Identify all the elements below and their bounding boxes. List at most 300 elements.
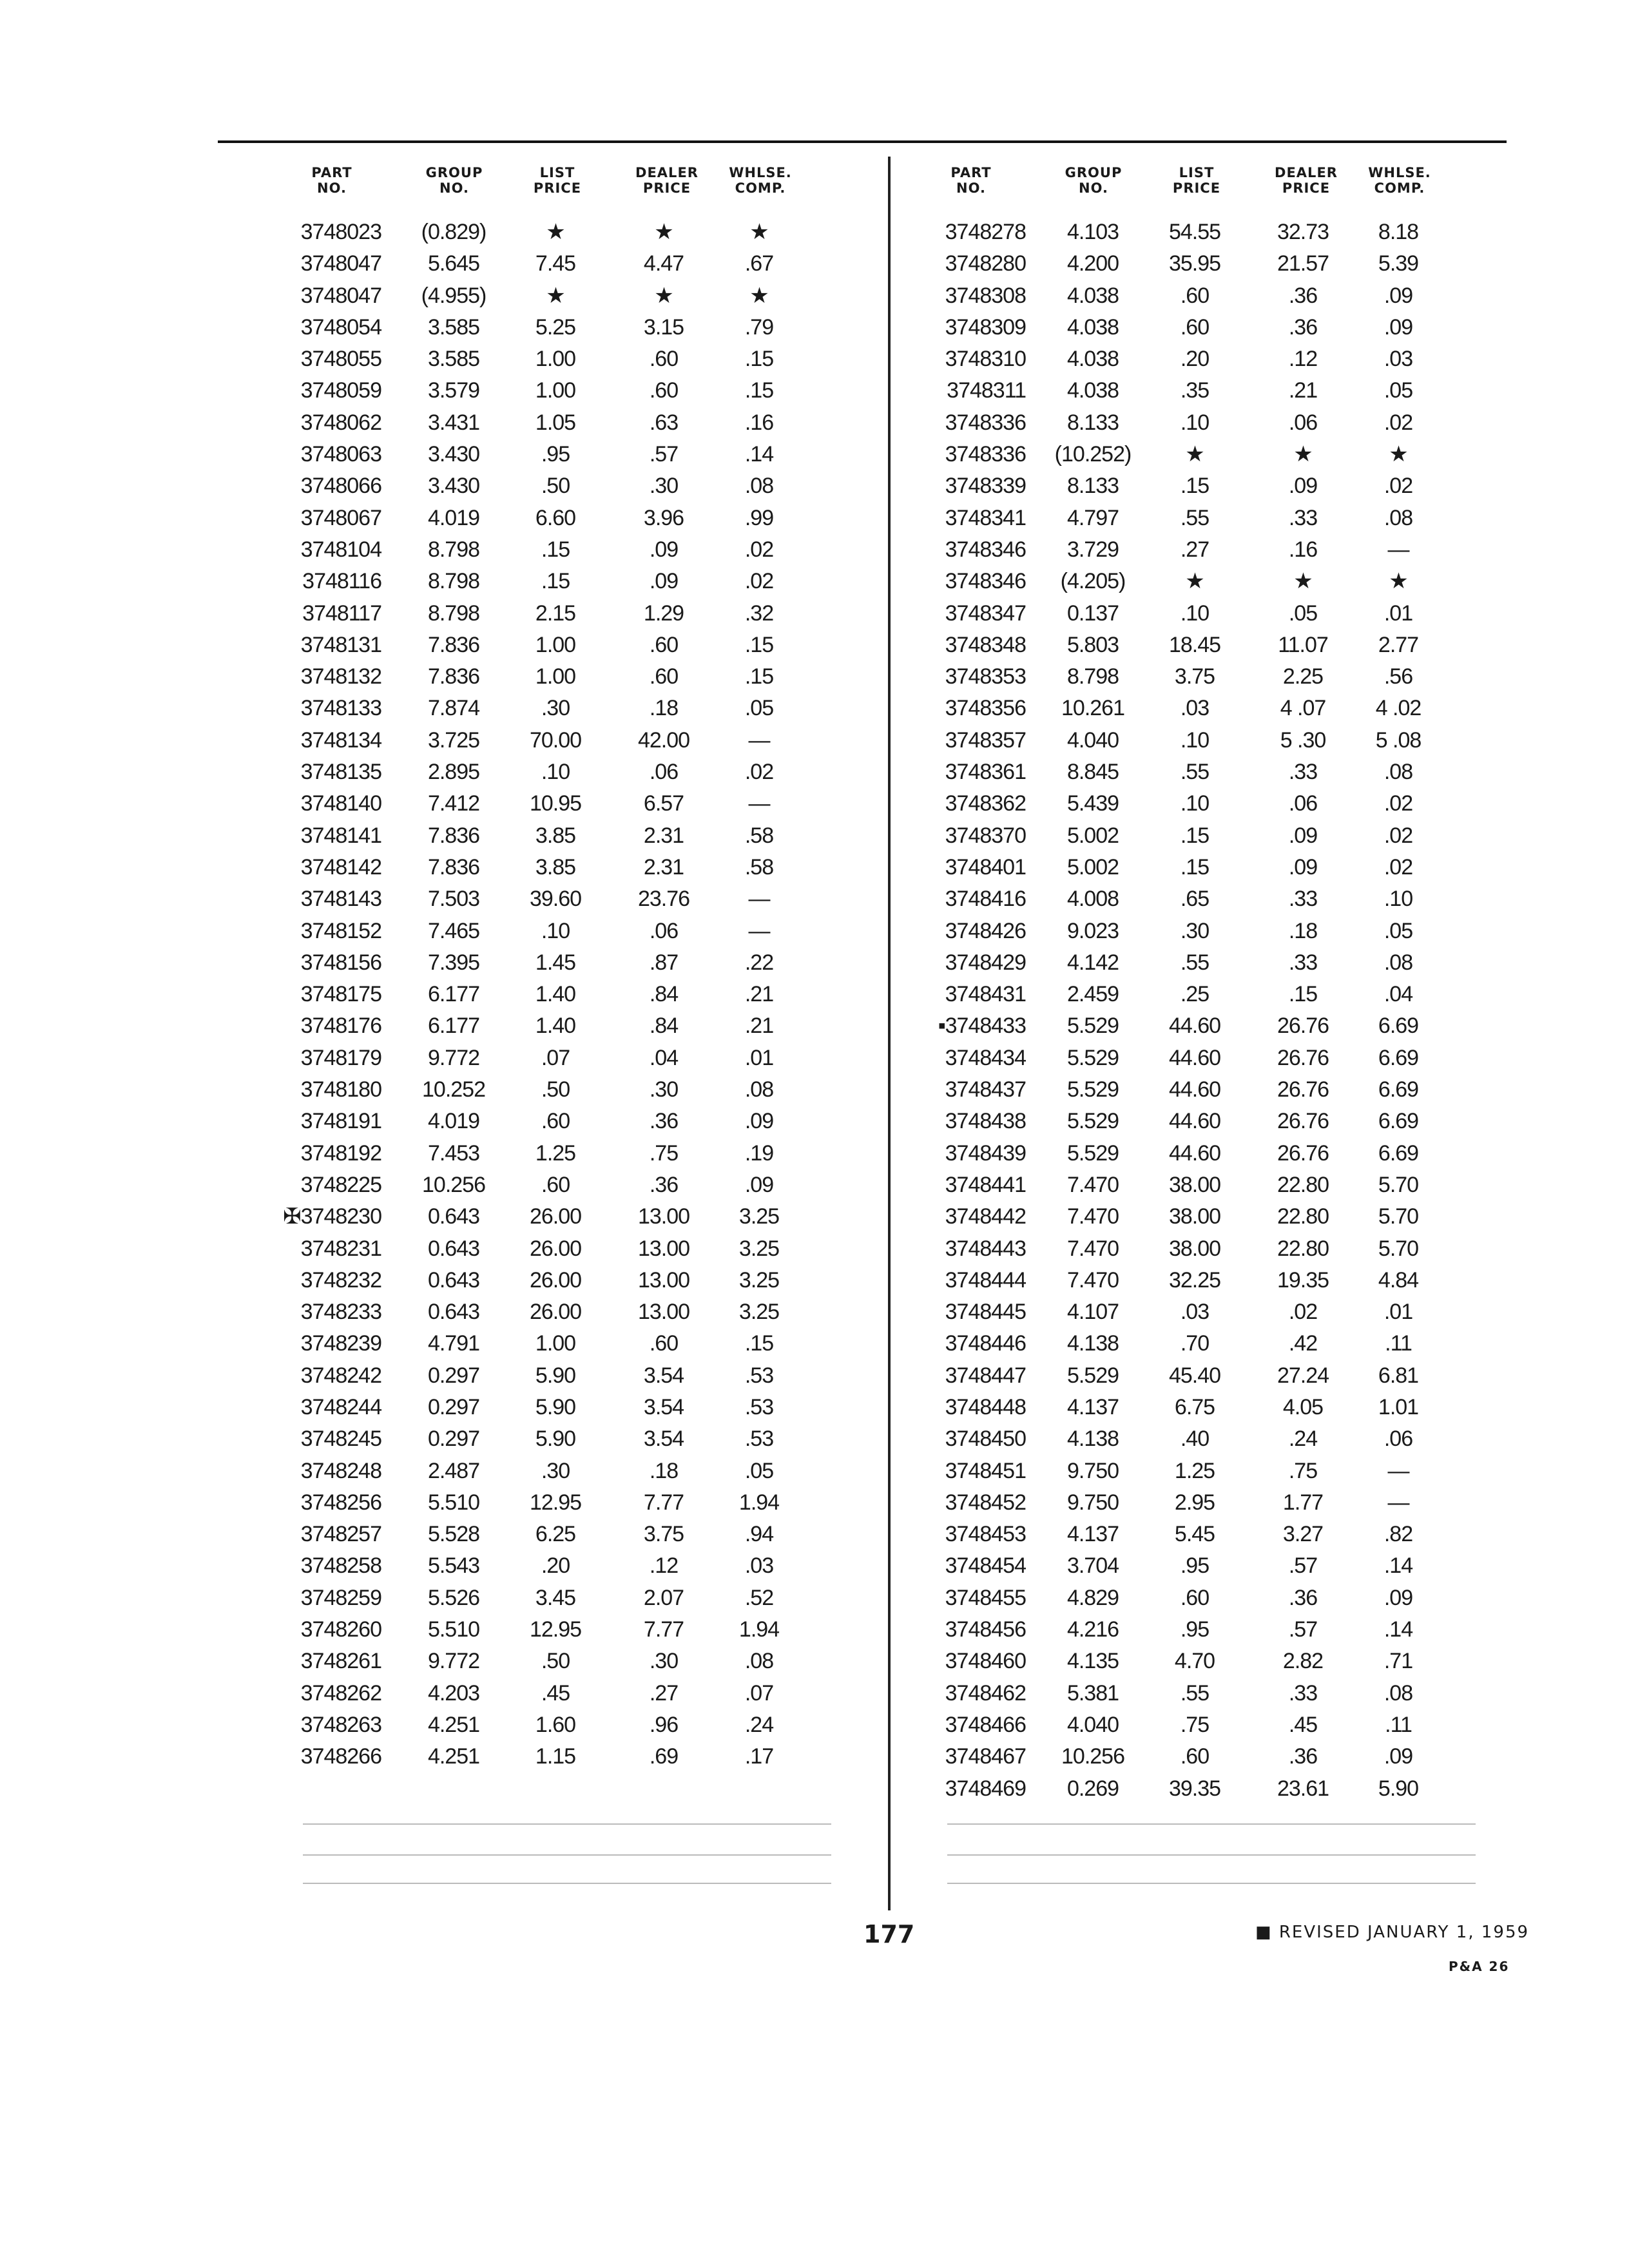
- part-no-cell: 3748451: [945, 1458, 1026, 1483]
- whlse-comp-cell: .17: [744, 1744, 774, 1769]
- whlse-comp-cell: —: [1387, 1490, 1409, 1515]
- whlse-comp-cell: .09: [1383, 1744, 1413, 1769]
- list-price-cell: 32.25: [1168, 1267, 1221, 1293]
- header-whlse-comp: WHLSE. COMP.: [1368, 165, 1431, 196]
- dealer-price-cell: .04: [649, 1045, 679, 1070]
- revised-note: ■ REVISED JANUARY 1, 1959: [1255, 1923, 1530, 1942]
- part-no-cell: 3748445: [945, 1300, 1026, 1325]
- part-no-cell: 3748266: [300, 1744, 381, 1769]
- list-price-cell: .03: [1180, 1300, 1210, 1325]
- dealer-price-cell: .12: [649, 1553, 679, 1579]
- whlse-comp-cell: 6.69: [1378, 1014, 1419, 1039]
- part-no-cell: 3748437: [945, 1077, 1026, 1102]
- part-no-cell: 3748450: [945, 1427, 1026, 1452]
- part-no-cell: 3748180: [300, 1077, 381, 1102]
- part-no-cell: 3748460: [945, 1649, 1026, 1674]
- whlse-comp-cell: .05: [744, 1458, 774, 1483]
- whlse-comp-cell: .09: [744, 1172, 774, 1197]
- group-no-cell: 10.256: [422, 1172, 485, 1197]
- group-no-cell: 3.585: [427, 314, 480, 340]
- list-price-cell: .15: [1180, 474, 1210, 499]
- page-number: 177: [863, 1920, 915, 1948]
- dealer-price-cell: 4.47: [643, 251, 684, 276]
- group-no-cell: 7.470: [1066, 1236, 1119, 1261]
- group-no-cell: 5.529: [1066, 1045, 1119, 1070]
- dealer-price-cell: 19.35: [1277, 1267, 1329, 1293]
- list-price-cell: 26.00: [529, 1236, 582, 1261]
- dealer-price-cell: .75: [1288, 1458, 1318, 1483]
- dealer-price-cell: .57: [649, 442, 679, 467]
- group-no-cell: 10.256: [1061, 1744, 1124, 1769]
- group-no-cell: 2.459: [1066, 982, 1119, 1007]
- dealer-price-cell: .84: [649, 982, 679, 1007]
- list-price-cell: .10: [1180, 727, 1210, 753]
- dealer-price-cell: 2.31: [643, 823, 684, 848]
- group-no-cell: 2.487: [427, 1458, 480, 1483]
- group-no-cell: 0.643: [427, 1204, 480, 1229]
- list-price-cell: 12.95: [529, 1617, 582, 1642]
- dealer-price-cell: .30: [649, 474, 679, 499]
- part-no-cell: 3748339: [945, 474, 1026, 499]
- list-price-cell: 38.00: [1168, 1172, 1221, 1197]
- list-price-cell: .70: [1180, 1331, 1210, 1356]
- part-no-cell: 3748311: [947, 378, 1026, 403]
- dealer-price-cell: .15: [1288, 982, 1318, 1007]
- dealer-price-cell: .60: [649, 632, 679, 657]
- group-no-cell: 3.725: [427, 727, 480, 753]
- dealer-price-cell: .69: [649, 1744, 679, 1769]
- whlse-comp-cell: .08: [744, 1077, 774, 1102]
- list-price-cell: 26.00: [529, 1300, 582, 1325]
- list-price-cell: 1.25: [535, 1140, 576, 1166]
- whlse-comp-cell: .15: [744, 664, 774, 689]
- dealer-price-cell: ★: [654, 220, 673, 244]
- part-no-cell: 3748456: [945, 1617, 1026, 1642]
- whlse-comp-cell: .53: [744, 1394, 774, 1419]
- group-no-cell: 0.643: [427, 1267, 480, 1293]
- list-price-cell: 1.25: [1174, 1458, 1215, 1483]
- part-no-cell: 3748023: [300, 220, 381, 244]
- group-no-cell: 5.002: [1066, 823, 1119, 848]
- list-price-cell: .60: [1180, 1744, 1210, 1769]
- list-price-cell: 44.60: [1168, 1077, 1221, 1102]
- part-no-cell: 3748356: [945, 696, 1026, 721]
- group-no-cell: 4.797: [1066, 505, 1119, 530]
- list-price-cell: 44.60: [1168, 1140, 1221, 1166]
- dealer-price-cell: .02: [1288, 1300, 1318, 1325]
- group-no-cell: 3.704: [1066, 1553, 1119, 1579]
- part-no-cell: 3748262: [300, 1680, 381, 1706]
- group-no-cell: 3.431: [427, 410, 480, 435]
- part-no-cell: 3748348: [945, 632, 1026, 657]
- group-no-cell: 4.142: [1066, 950, 1119, 975]
- list-price-cell: .27: [1180, 537, 1210, 562]
- dealer-price-cell: 2.25: [1282, 664, 1324, 689]
- dealer-price-cell: 2.31: [643, 854, 684, 879]
- list-price-cell: .10: [1180, 601, 1210, 626]
- dealer-price-cell: .18: [649, 1458, 679, 1483]
- column-divider: [888, 157, 891, 1910]
- group-no-cell: 4.137: [1066, 1394, 1119, 1419]
- dealer-price-cell: .75: [649, 1140, 679, 1166]
- dealer-price-cell: .09: [1288, 474, 1318, 499]
- part-no-cell: 3748261: [300, 1649, 381, 1674]
- list-price-cell: .60: [1180, 1585, 1210, 1610]
- list-price-cell: 1.05: [535, 410, 576, 435]
- dealer-price-cell: .09: [649, 537, 679, 562]
- list-price-cell: 5.90: [535, 1394, 576, 1419]
- dealer-price-cell: 3.96: [643, 505, 684, 530]
- group-no-cell: 4.038: [1066, 283, 1119, 308]
- group-no-cell: 8.133: [1066, 474, 1119, 499]
- faint-rule: [303, 1823, 831, 1825]
- list-price-cell: 44.60: [1168, 1109, 1221, 1134]
- part-no-cell: 3748336: [945, 410, 1026, 435]
- list-price-cell: .30: [541, 696, 570, 721]
- part-no-cell: 3748242: [300, 1363, 381, 1388]
- whlse-comp-cell: 5 .08: [1375, 727, 1422, 753]
- group-no-cell: 8.798: [1066, 664, 1119, 689]
- group-no-cell: 5.645: [427, 251, 480, 276]
- list-price-cell: ★: [546, 220, 565, 244]
- list-price-cell: .20: [1180, 347, 1210, 372]
- dealer-price-cell: 5 .30: [1280, 727, 1326, 753]
- list-price-cell: .10: [541, 760, 570, 785]
- whlse-comp-cell: .15: [744, 1331, 774, 1356]
- part-no-cell: 3748346: [945, 537, 1026, 562]
- group-no-cell: 4.019: [427, 505, 480, 530]
- part-no-cell: 3748452: [945, 1490, 1026, 1515]
- whlse-comp-cell: .04: [1383, 982, 1413, 1007]
- dealer-price-cell: .87: [649, 950, 679, 975]
- part-no-cell: 3748257: [300, 1522, 381, 1547]
- part-no-cell: 3748245: [300, 1427, 381, 1452]
- whlse-comp-cell: .94: [744, 1522, 774, 1547]
- whlse-comp-cell: .16: [744, 410, 774, 435]
- dealer-price-cell: 26.76: [1277, 1140, 1329, 1166]
- group-no-cell: 5.381: [1066, 1680, 1119, 1706]
- group-no-cell: 5.439: [1066, 791, 1119, 816]
- list-price-cell: 26.00: [529, 1204, 582, 1229]
- part-no-cell: 3748143: [300, 887, 381, 912]
- part-no-cell: 3748141: [300, 823, 381, 848]
- group-no-cell: 7.395: [427, 950, 480, 975]
- list-price-cell: .55: [1180, 1680, 1210, 1706]
- group-no-cell: 4.829: [1066, 1585, 1119, 1610]
- dealer-price-cell: .06: [649, 760, 679, 785]
- dealer-price-cell: .06: [1288, 791, 1318, 816]
- whlse-comp-cell: .99: [744, 505, 774, 530]
- part-no-cell: 3748446: [945, 1331, 1026, 1356]
- whlse-comp-cell: .02: [1383, 474, 1413, 499]
- part-no-cell: 3748357: [945, 727, 1026, 753]
- dealer-price-cell: 21.57: [1277, 251, 1329, 276]
- dealer-price-cell: .42: [1288, 1331, 1318, 1356]
- dealer-price-cell: 27.24: [1277, 1363, 1329, 1388]
- dealer-price-cell: .18: [649, 696, 679, 721]
- whlse-comp-cell: .56: [1383, 664, 1413, 689]
- group-no-cell: 6.177: [427, 1014, 480, 1039]
- part-no-cell: 3748054: [300, 314, 381, 340]
- list-price-cell: .10: [1180, 410, 1210, 435]
- dealer-price-cell: .36: [1288, 1744, 1318, 1769]
- list-price-cell: .45: [541, 1680, 570, 1706]
- group-no-cell: 4.216: [1066, 1617, 1119, 1642]
- group-no-cell: 3.430: [427, 474, 480, 499]
- group-no-cell: 4.137: [1066, 1522, 1119, 1547]
- list-price-cell: .75: [1180, 1712, 1210, 1737]
- part-no-cell: 3748454: [945, 1553, 1026, 1579]
- list-price-cell: .55: [1180, 950, 1210, 975]
- dealer-price-cell: .57: [1288, 1617, 1318, 1642]
- list-price-cell: .60: [541, 1109, 570, 1134]
- dealer-price-cell: .36: [649, 1109, 679, 1134]
- whlse-comp-cell: .19: [744, 1140, 774, 1166]
- list-price-cell: 3.45: [535, 1585, 576, 1610]
- part-no-cell: 3748244: [300, 1394, 381, 1419]
- dealer-price-cell: .05: [1288, 601, 1318, 626]
- group-no-cell: 4.038: [1066, 347, 1119, 372]
- part-no-cell: 3748467: [945, 1744, 1026, 1769]
- group-no-cell: (0.829): [421, 220, 487, 244]
- part-no-cell: 3748439: [945, 1140, 1026, 1166]
- group-no-cell: 5.529: [1066, 1014, 1119, 1039]
- list-price-cell: 6.60: [535, 505, 576, 530]
- group-no-cell: 4.138: [1066, 1331, 1119, 1356]
- dealer-price-cell: 3.27: [1282, 1522, 1324, 1547]
- dealer-price-cell: .18: [1288, 918, 1318, 943]
- list-price-cell: .35: [1180, 378, 1210, 403]
- whlse-comp-cell: 3.25: [738, 1236, 780, 1261]
- whlse-comp-cell: 2.77: [1378, 632, 1419, 657]
- list-price-cell: 5.45: [1174, 1522, 1215, 1547]
- list-price-cell: 35.95: [1168, 251, 1221, 276]
- part-no-cell: 3748438: [945, 1109, 1026, 1134]
- group-no-cell: (4.955): [421, 283, 487, 308]
- group-no-cell: 7.836: [427, 854, 480, 879]
- whlse-comp-cell: .03: [1383, 347, 1413, 372]
- header-part-no: PART NO.: [950, 165, 992, 196]
- list-price-cell: 1.00: [535, 632, 576, 657]
- group-no-cell: 9.023: [1066, 918, 1119, 943]
- whlse-comp-cell: .05: [1383, 918, 1413, 943]
- dealer-price-cell: 22.80: [1277, 1172, 1329, 1197]
- list-price-cell: 2.15: [535, 601, 576, 626]
- part-no-cell: 3748259: [300, 1585, 381, 1610]
- whlse-comp-cell: —: [1387, 537, 1409, 562]
- list-price-cell: 54.55: [1168, 220, 1221, 244]
- part-no-cell: 3748455: [945, 1585, 1026, 1610]
- dealer-price-cell: ★: [654, 283, 673, 308]
- part-no-cell: 3748179: [300, 1045, 381, 1070]
- part-no-cell: 3748453: [945, 1522, 1026, 1547]
- part-no-cell: 3748444: [945, 1267, 1026, 1293]
- dealer-price-cell: .33: [1288, 1680, 1318, 1706]
- dealer-price-cell: 7.77: [643, 1490, 684, 1515]
- part-no-cell: 3748401: [945, 854, 1026, 879]
- whlse-comp-cell: ★: [1389, 442, 1408, 467]
- dealer-price-cell: 26.76: [1277, 1014, 1329, 1039]
- whlse-comp-cell: .14: [1383, 1617, 1413, 1642]
- group-no-cell: 4.135: [1066, 1649, 1119, 1674]
- group-no-cell: 4.251: [427, 1744, 480, 1769]
- group-no-cell: 5.002: [1066, 854, 1119, 879]
- whlse-comp-cell: .14: [1383, 1553, 1413, 1579]
- whlse-comp-cell: .08: [744, 474, 774, 499]
- whlse-comp-cell: .01: [744, 1045, 774, 1070]
- dealer-price-cell: 4.05: [1282, 1394, 1324, 1419]
- whlse-comp-cell: 5.70: [1378, 1236, 1419, 1261]
- part-no-cell: 3748063: [300, 442, 381, 467]
- whlse-comp-cell: .11: [1385, 1331, 1412, 1356]
- whlse-comp-cell: .58: [744, 823, 774, 848]
- group-no-cell: 4.103: [1066, 220, 1119, 244]
- group-no-cell: 7.470: [1066, 1267, 1119, 1293]
- list-price-cell: .60: [541, 1172, 570, 1197]
- dealer-price-cell: .09: [1288, 823, 1318, 848]
- list-price-cell: .60: [1180, 283, 1210, 308]
- whlse-comp-cell: 4 .02: [1375, 696, 1422, 721]
- group-no-cell: 0.137: [1066, 601, 1119, 626]
- part-no-cell: ✠3748230: [283, 1204, 381, 1229]
- part-no-cell: 3748431: [945, 982, 1026, 1007]
- dealer-price-cell: .36: [1288, 314, 1318, 340]
- whlse-comp-cell: 6.69: [1378, 1140, 1419, 1166]
- whlse-comp-cell: .32: [744, 601, 774, 626]
- group-no-cell: 3.430: [427, 442, 480, 467]
- faint-rule: [947, 1883, 1476, 1884]
- dealer-price-cell: .06: [649, 918, 679, 943]
- list-price-cell: 1.45: [535, 950, 576, 975]
- part-no-cell: 3748429: [945, 950, 1026, 975]
- part-no-cell: 3748104: [300, 537, 381, 562]
- part-no-cell: 3748347: [945, 601, 1026, 626]
- list-price-cell: .10: [541, 918, 570, 943]
- dealer-price-cell: 3.54: [643, 1363, 684, 1388]
- part-no-cell: 3748308: [945, 283, 1026, 308]
- group-no-cell: 0.297: [427, 1427, 480, 1452]
- dealer-price-cell: .09: [649, 569, 679, 594]
- whlse-comp-cell: .07: [744, 1680, 774, 1706]
- whlse-comp-cell: .71: [1383, 1649, 1413, 1674]
- whlse-comp-cell: .22: [744, 950, 774, 975]
- faint-rule: [947, 1823, 1476, 1825]
- group-no-cell: 5.803: [1066, 632, 1119, 657]
- part-no-cell: 3748280: [945, 251, 1026, 276]
- list-price-cell: 5.90: [535, 1427, 576, 1452]
- list-price-cell: 45.40: [1168, 1363, 1221, 1388]
- dealer-price-cell: .33: [1288, 505, 1318, 530]
- part-no-cell: 3748310: [945, 347, 1026, 372]
- dealer-price-cell: 23.76: [637, 887, 690, 912]
- list-price-cell: 12.95: [529, 1490, 582, 1515]
- whlse-comp-cell: .79: [744, 314, 774, 340]
- whlse-comp-cell: .01: [1383, 1300, 1413, 1325]
- header-group-no: GROUP NO.: [1065, 165, 1123, 196]
- dealer-price-cell: 3.75: [643, 1522, 684, 1547]
- group-no-cell: 7.836: [427, 664, 480, 689]
- list-price-cell: 1.15: [535, 1744, 576, 1769]
- whlse-comp-cell: .08: [744, 1649, 774, 1674]
- whlse-comp-cell: .82: [1383, 1522, 1413, 1547]
- page-code: P&A 26: [1449, 1959, 1510, 1974]
- whlse-comp-cell: .15: [744, 347, 774, 372]
- whlse-comp-cell: .02: [1383, 791, 1413, 816]
- group-no-cell: 4.138: [1066, 1427, 1119, 1452]
- whlse-comp-cell: —: [748, 791, 770, 816]
- group-no-cell: 7.503: [427, 887, 480, 912]
- whlse-comp-cell: 5.39: [1378, 251, 1419, 276]
- group-no-cell: 7.412: [427, 791, 480, 816]
- list-price-cell: .65: [1180, 887, 1210, 912]
- whlse-comp-cell: 6.69: [1378, 1045, 1419, 1070]
- part-no-cell: 3748062: [300, 410, 381, 435]
- part-no-cell: 3748059: [300, 378, 381, 403]
- dealer-price-cell: 3.15: [643, 314, 684, 340]
- dealer-price-cell: .60: [649, 1331, 679, 1356]
- list-price-cell: 5.25: [535, 314, 576, 340]
- whlse-comp-cell: ★: [749, 283, 769, 308]
- group-no-cell: 10.261: [1061, 696, 1124, 721]
- header-whlse-comp: WHLSE. COMP.: [729, 165, 792, 196]
- whlse-comp-cell: .01: [1383, 601, 1413, 626]
- top-rule: [218, 140, 1507, 143]
- whlse-comp-cell: 6.81: [1378, 1363, 1419, 1388]
- list-price-cell: 38.00: [1168, 1204, 1221, 1229]
- whlse-comp-cell: .10: [1383, 887, 1413, 912]
- group-no-cell: 9.750: [1066, 1490, 1119, 1515]
- list-price-cell: .15: [1180, 823, 1210, 848]
- whlse-comp-cell: .15: [744, 378, 774, 403]
- group-no-cell: 10.252: [422, 1077, 485, 1102]
- header-list-price: LIST PRICE: [533, 165, 582, 196]
- whlse-comp-cell: —: [748, 918, 770, 943]
- whlse-comp-cell: ★: [1389, 569, 1408, 594]
- group-no-cell: 0.643: [427, 1236, 480, 1261]
- group-no-cell: 5.529: [1066, 1077, 1119, 1102]
- group-no-cell: 8.798: [427, 537, 480, 562]
- list-price-cell: 1.60: [535, 1712, 576, 1737]
- whlse-comp-cell: .53: [744, 1363, 774, 1388]
- part-no-cell: 3748192: [300, 1140, 381, 1166]
- whlse-comp-cell: .15: [744, 632, 774, 657]
- part-no-cell: 3748131: [300, 632, 381, 657]
- group-no-cell: 0.297: [427, 1363, 480, 1388]
- list-price-cell: 1.40: [535, 1014, 576, 1039]
- part-no-cell: 3748066: [300, 474, 381, 499]
- dealer-price-cell: .36: [1288, 1585, 1318, 1610]
- list-price-cell: 1.00: [535, 1331, 576, 1356]
- dealer-price-cell: 23.61: [1277, 1776, 1329, 1801]
- header-list-price: LIST PRICE: [1172, 165, 1221, 196]
- dealer-price-cell: .33: [1288, 950, 1318, 975]
- list-price-cell: 1.40: [535, 982, 576, 1007]
- part-no-cell: 3748191: [300, 1109, 381, 1134]
- group-no-cell: 0.297: [427, 1394, 480, 1419]
- part-no-cell: 3748346: [945, 569, 1026, 594]
- dealer-price-cell: 1.77: [1282, 1490, 1324, 1515]
- whlse-comp-cell: .53: [744, 1427, 774, 1452]
- whlse-comp-cell: .21: [744, 1014, 774, 1039]
- group-no-cell: 4.040: [1066, 1712, 1119, 1737]
- part-no-cell: 3748142: [300, 854, 381, 879]
- list-price-cell: .55: [1180, 505, 1210, 530]
- dealer-price-cell: 3.54: [643, 1427, 684, 1452]
- faint-rule: [947, 1854, 1476, 1856]
- dealer-price-cell: 42.00: [637, 727, 690, 753]
- part-no-cell: 3748309: [945, 314, 1026, 340]
- header-dealer-price: DEALER PRICE: [1275, 165, 1338, 196]
